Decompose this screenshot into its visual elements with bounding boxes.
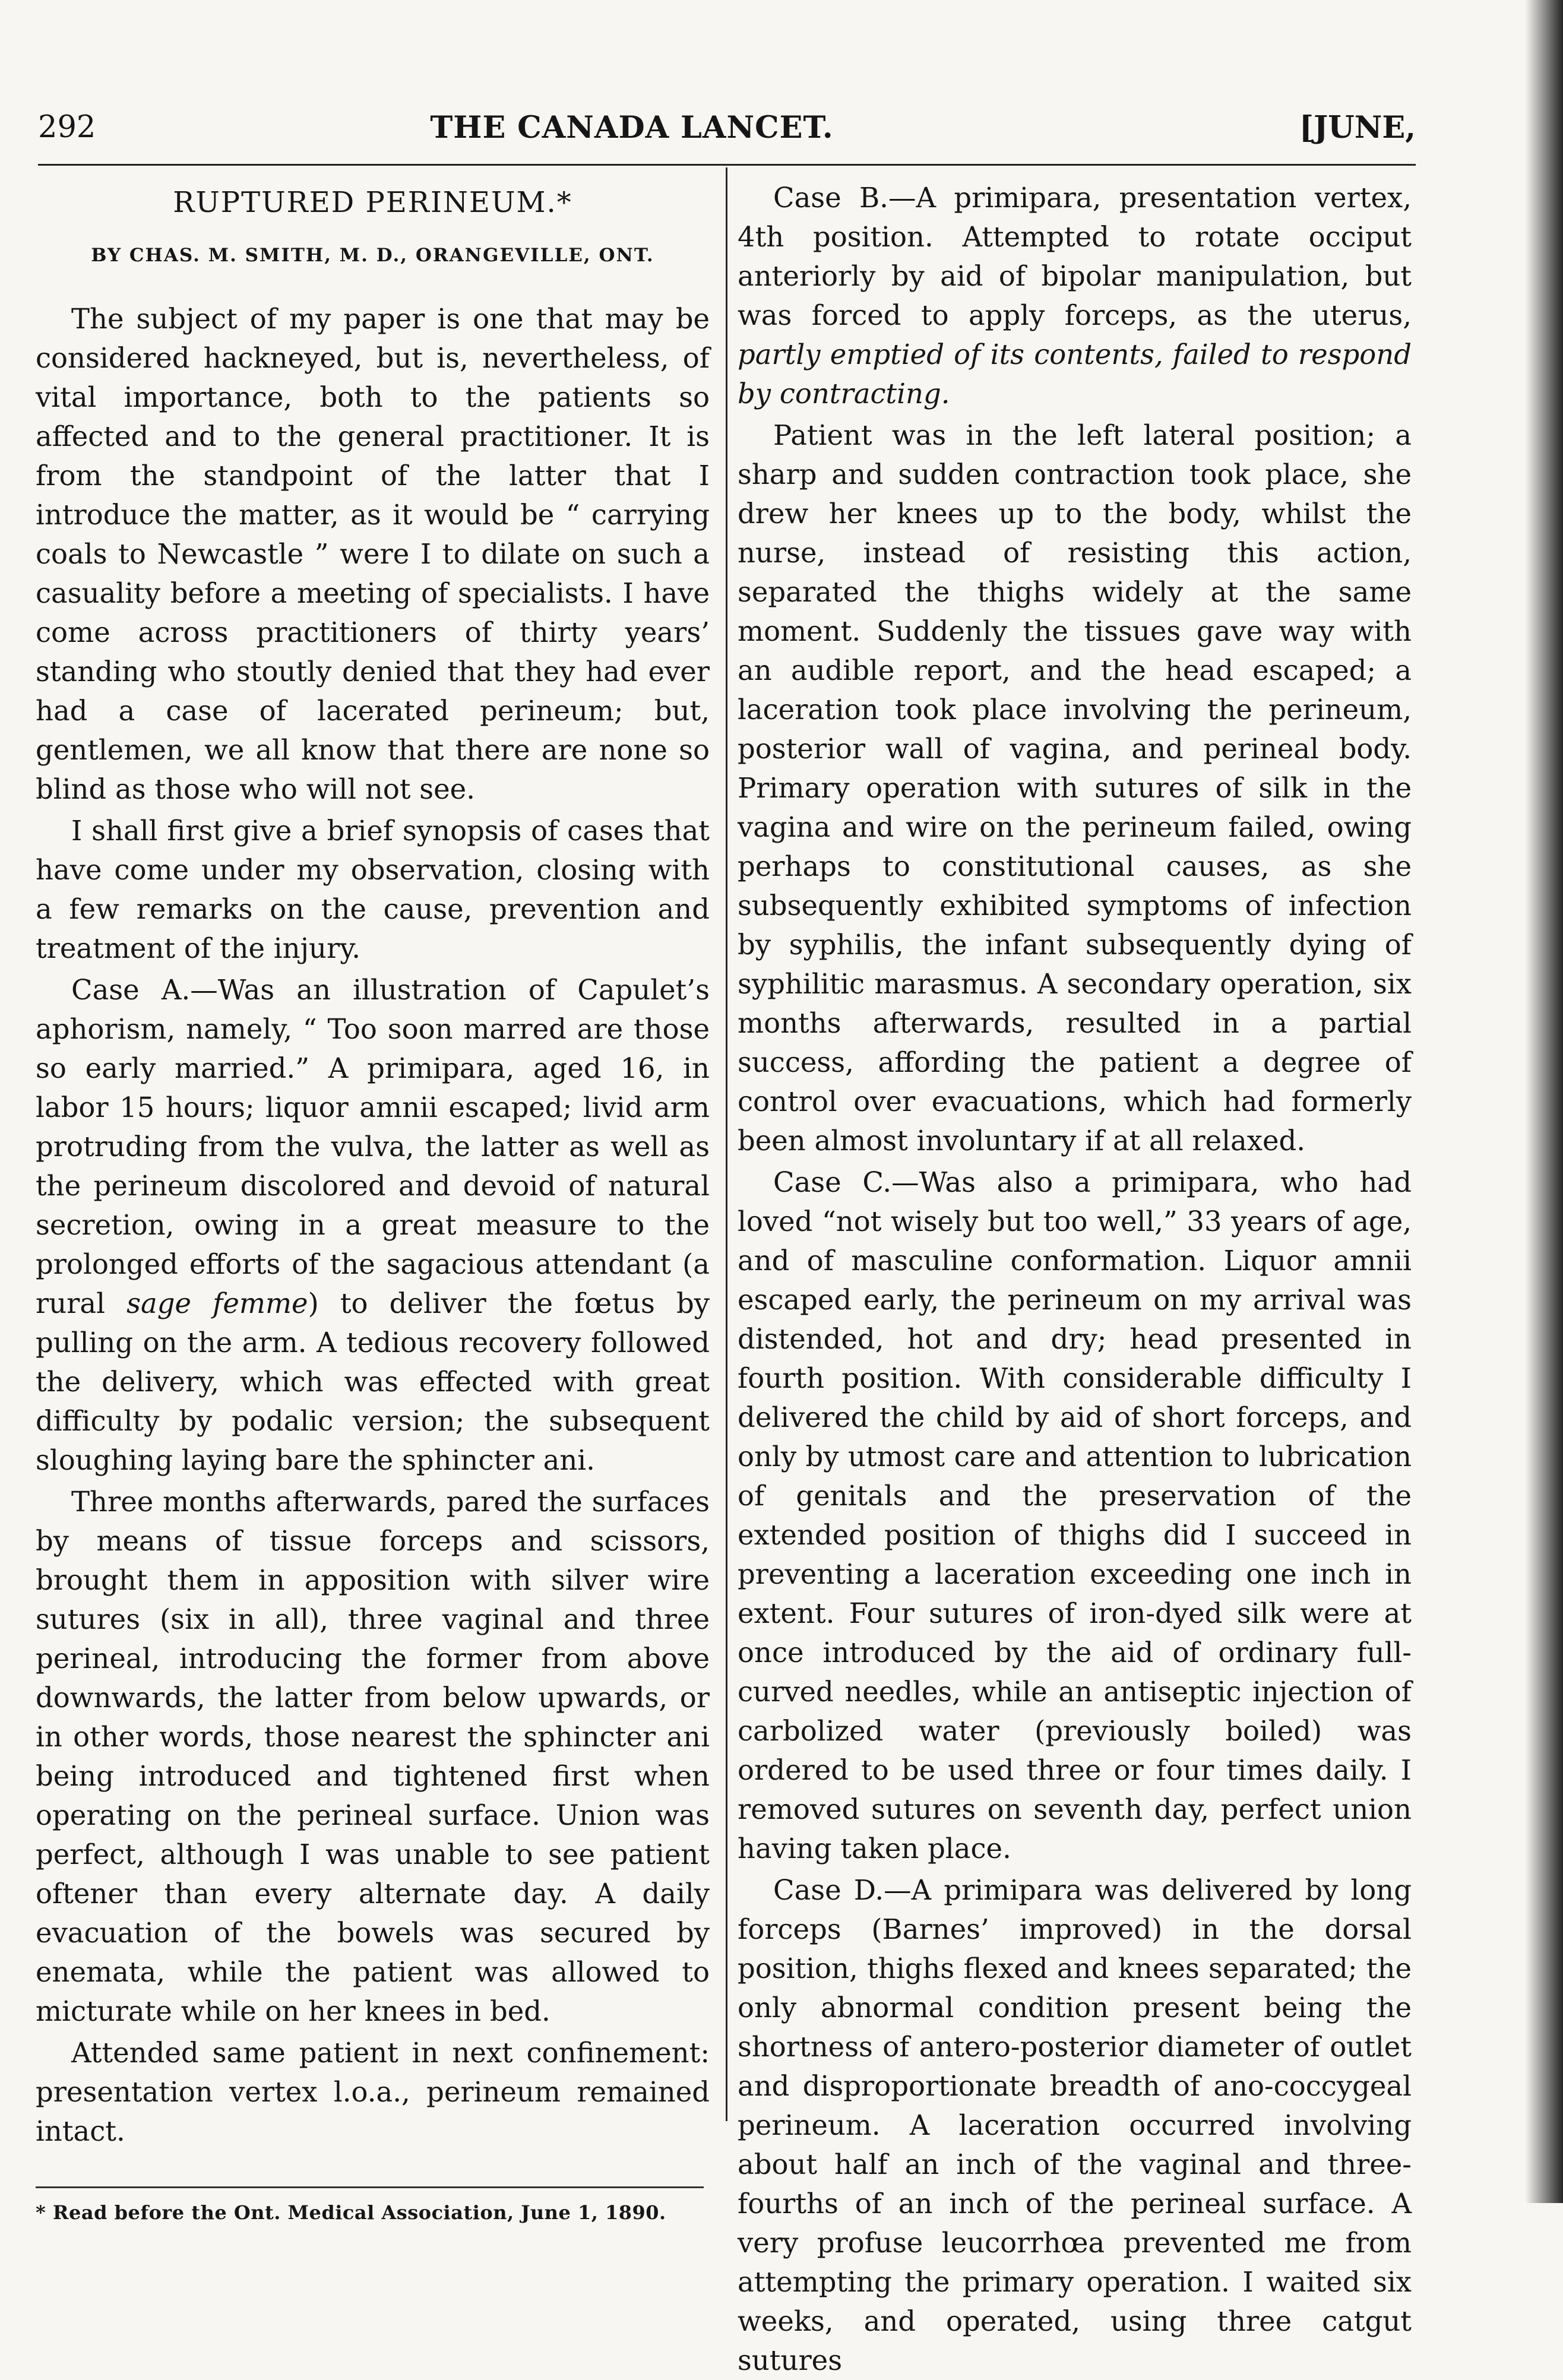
case-a-text: Case A.—Was an illustration of Capulet’s aphorism, namely, “ Too soon marred are those so early married.” A primipara, aged 16, in labor 15 hours; liquor amnii escaped; livid arm protruding from the vulva, the latter as well as the perineum discolored and devoid of natural secretion, owing in a great measure to the prolonged efforts of the sagacious attendant (a rural [36, 974, 710, 1319]
page-edge-shadow [1525, 0, 1563, 2203]
journal-title: THE CANADA LANCET. [430, 110, 834, 145]
case-a-italic: sage femme [126, 1287, 308, 1319]
issue-month: [JUNE, [1299, 110, 1416, 145]
case-b-italic: partly emptied of its contents, failed to respond by contracting. [738, 338, 1412, 410]
paragraph-case-d: Case D.—A primipara was delivered by long forceps (Barnes’ improved) in the dorsal position, thighs flexed and knees separated; the only abnormal condition present being the shortness of antero-posterior diameter of outlet and disproportionate breadth of ano-coccygeal perineum. A laceration occurred involving about half an inch of the vaginal and three-fourths of an inch of the perineal surface. A very profuse leucorrhœa prevented me from attempting the primary operation. I waited six weeks, and operated, using three catgut sutures [738, 1874, 1412, 2376]
page-number: 292 [38, 110, 96, 145]
paragraph-synopsis: I shall first give a brief synopsis of cases that have come under my observation, closing with a few remarks on the cause, prevention and treatment of the injury. [36, 815, 710, 964]
paragraph-case-a-followup: Attended same patient in next confinement: presentation vertex l.o.a., perineum remained intact. [36, 2037, 710, 2147]
footnote-rule [36, 2186, 704, 2188]
article-byline: BY CHAS. M. SMITH, M. D., ORANGEVILLE, ONT. [91, 245, 654, 266]
right-column [738, 178, 1412, 2380]
paragraph-case-b [738, 178, 1412, 413]
paragraph-case-b-details: Patient was in the left lateral position; a sharp and sudden contraction took place, she drew her knees up to the body, whilst the nurse, instead of resisting this action, separated the thighs widely at the same moment. Suddenly the tissues gave way with an audible report, and the head escaped; a laceration took place involving the perineum, posterior wall of vagina, and perineal body. Primary operation with sutures of silk in the vagina and wire on the perineum failed, owing perhaps to constitutional causes, as she subsequently exhibited symptoms of infection by syphilis, the infant subsequently dying of syphilitic marasmus. A secondary operation, six months afterwards, resulted in a partial success, affording the patient a degree of control over evacuations, which had formerly been almost involuntary if at all relaxed. [738, 419, 1412, 1157]
column-divider [726, 167, 727, 2121]
header-rule [38, 164, 1416, 166]
paragraph-case-a [36, 970, 710, 1480]
case-a-text-end: ) to deliver the fœtus by pulling on the arm. A tedious recovery followed the delivery, which was effected with great difficulty by podalic version; the subsequent sloughing laying bare the sphincter ani. [36, 1287, 710, 1476]
article-title: RUPTURED PERINEUM.* [173, 186, 572, 219]
footnote: * Read before the Ont. Medical Association, June 1, 1890. [36, 2201, 666, 2224]
case-b-text: Case B.—A primipara, presentation vertex, 4th position. Attempted to rotate occiput anteriorly by aid of bipolar manipulation, but was forced to apply forceps, as the uterus, [738, 182, 1412, 331]
running-head [38, 104, 1416, 151]
paragraph-intro: The subject of my paper is one that may be considered hackneyed, but is, nevertheless, of vital importance, both to the patients so affected and to the general practitioner. It is from the standpoint of the latter that I introduce the matter, as it would be “ carrying coals to Newcastle ” were I to dilate on such a casuality before a meeting of specialists. I have come across practitioners of thirty years’ standing who stoutly denied that they had ever had a case of lacerated perineum; but, gentlemen, we all know that there are none so blind as those who will not see. [36, 303, 710, 805]
left-column [36, 178, 710, 2227]
paragraph-case-c: Case C.—Was also a primipara, who had loved “not wisely but too well,” 33 years of age, and of masculine conformation. Liquor amnii escaped early, the perineum on my arrival was distended, hot and dry; head presented in fourth position. With considerable difficulty I delivered the child by aid of short forceps, and only by utmost care and attention to lubrication of genitals and the preservation of the extended position of thighs did I succeed in preventing a laceration exceeding one inch in extent. Four sutures of iron-dyed silk were at once introduced by the aid of ordinary full-curved needles, while an antiseptic injection of carbolized water (previously boiled) was ordered to be used three or four times daily. I removed sutures on seventh day, perfect union having taken place. [738, 1166, 1412, 1865]
paragraph-case-a-operation: Three months afterwards, pared the surfaces by means of tissue forceps and scissors, brought them in apposition with silver wire sutures (six in all), three vaginal and three perineal, introducing the former from above downwards, the latter from below upwards, or in other words, those nearest the sphincter ani being introduced and tightened first when operating on the perineal surface. Union was perfect, although I was unable to see patient oftener than every alternate day. A daily evacuation of the bowels was secured by enemata, while the patient was allowed to micturate while on her knees in bed. [36, 1486, 710, 2027]
